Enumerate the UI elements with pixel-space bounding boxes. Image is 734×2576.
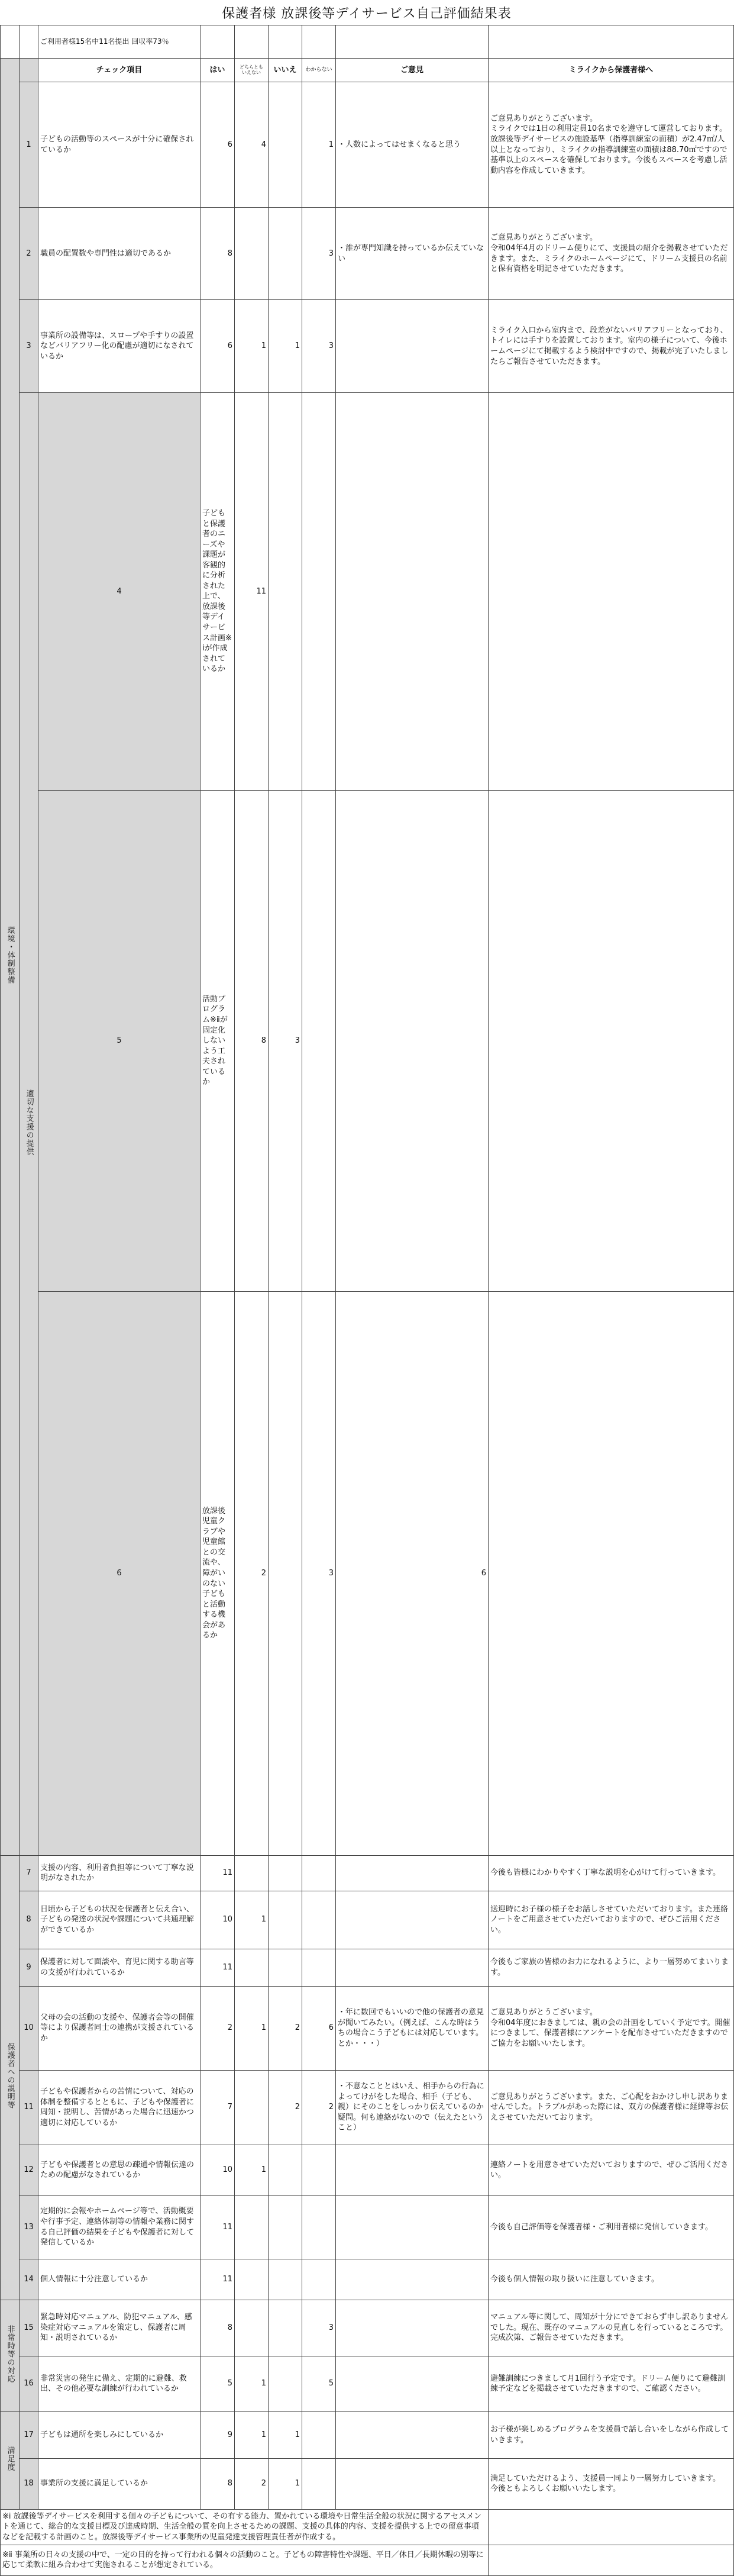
count-no: 1: [269, 300, 302, 393]
header-unknown: わからない: [302, 59, 336, 82]
table-row: [1, 208, 734, 300]
count-unknown: [302, 2259, 336, 2300]
check-item: 事業所の支援に満足しているか: [38, 2458, 201, 2509]
count-unknown: 3: [302, 208, 336, 300]
reply-text: 満足していただけるよう、支援員一同より一層努力していきます。 今後ともよろしくお願いいたします。: [489, 2458, 734, 2509]
count-unknown: [302, 2411, 336, 2458]
category-cell: [1, 1855, 20, 2300]
table-row: [1, 2300, 734, 2356]
reply-text: 連絡ノートを用意させていただいておりますので、ぜひご活用ください。: [489, 2145, 734, 2195]
count-neither: 1: [235, 300, 269, 393]
footnote-text: ※ⅱ 事業所の日々の支援の中で、一定の目的を持って行われる個々の活動のこと。子どもの障害特性や課題、平日／休日／長期休暇の別等に応じて柔軟に組み合わせて実施されることが想定されている。: [1, 2545, 489, 2575]
submission-row: [1, 25, 734, 59]
check-item: 子どもや保護者からの苦情について、対応の体制を整備するとともに、子どもや保護者に周知・説明し、苦情があった場合に迅速かつ適切に対応しているか: [38, 2070, 201, 2145]
reply-text: ご意見ありがとうございます。 令和04年4月のドリーム便りにて、支援員の紹介を掲載させていただきます。また、ミライクのホームページにて、ドリーム支援員の名前と保有資格を明記させていただきます。: [489, 208, 734, 300]
table-row: [1, 393, 734, 791]
count-neither: 1: [235, 2356, 269, 2411]
count-no: 1: [269, 2411, 302, 2458]
count-unknown: 1: [302, 82, 336, 208]
row-number: 1: [20, 82, 38, 208]
count-yes: 2: [201, 1986, 235, 2070]
count-unknown: 5: [302, 2356, 336, 2411]
opinion-text: [336, 2356, 489, 2411]
opinion-text: [489, 393, 734, 791]
count-no: [269, 2145, 302, 2195]
count-no: [269, 2356, 302, 2411]
table-row: [1, 300, 734, 393]
count-neither: [235, 208, 269, 300]
count-no: [269, 2300, 302, 2356]
category-cell: [1, 2300, 20, 2411]
table-row: [1, 2259, 734, 2300]
opinion-text: [336, 1891, 489, 1949]
table-row: [1, 1855, 734, 1891]
count-neither: [235, 2259, 269, 2300]
reply-text: ミライク入口から室内まで、段差がないバリアフリーとなっており、トイレには手すりを設置しております。室内の様子について、今後ホームページにて掲載するよう検討中ですので、掲載が完了いたしましたらご報告させていただきます。: [489, 300, 734, 393]
count-unknown: [336, 790, 489, 1291]
check-item: 子どもは通所を楽しみにしているか: [38, 2411, 201, 2458]
count-neither: [235, 1855, 269, 1891]
check-item: 職員の配置数や専門性は適切であるか: [38, 208, 201, 300]
table-row: [1, 2145, 734, 2195]
reply-text: 避難訓練につきまして月1回行う予定です。ドリーム便りにて避難訓練予定などを掲載させていただきますので、ご確認ください。: [489, 2356, 734, 2411]
table-row: [1, 1891, 734, 1949]
count-yes: 11: [201, 1949, 235, 1986]
count-neither: 1: [235, 1891, 269, 1949]
row-number: 18: [20, 2458, 38, 2509]
count-yes: 9: [201, 2411, 235, 2458]
reply-text: 送迎時にお子様の様子をお話しさせていただいております。また連絡ノートをご用意させていただいておりますので、ぜひご活用ください。: [489, 1891, 734, 1949]
count-neither: [235, 2300, 269, 2356]
table-row: [1, 2356, 734, 2411]
table-row: [1, 2195, 734, 2259]
count-yes: 8: [201, 2458, 235, 2509]
page-title: 保護者様 放課後等デイサービス自己評価結果表: [222, 6, 512, 21]
opinion-text: [489, 790, 734, 1291]
count-no: [269, 1891, 302, 1949]
reply-text: ご意見ありがとうございます。 令和04年度におきましては、親の会の計画をしていく予定です。開催につきまして、保護者様にアンケートを配布させていただきますのでご協力をお願いいたします。: [489, 1986, 734, 2070]
row-number: 10: [20, 1986, 38, 2070]
check-item: 個人情報に十分注意しているか: [38, 2259, 201, 2300]
check-item: 子どもや保護者との意思の疎通や情報伝達のための配慮がなされているか: [38, 2145, 201, 2195]
footnote-row: [1, 2509, 734, 2545]
table-row: [1, 82, 734, 208]
count-no: [302, 393, 336, 791]
opinion-text: ・不意なこととはいえ、相手からの行為によってけがをした場合、相手（子ども、親）にそのことをしっかり伝えているのか疑問。何も連絡がないので（伝えたということ）: [336, 2070, 489, 2145]
count-neither: 3: [269, 790, 302, 1291]
row-number: 16: [20, 2356, 38, 2411]
count-no: 1: [269, 2458, 302, 2509]
table-row: [1, 2070, 734, 2145]
row-number: 17: [20, 2411, 38, 2458]
count-no: 2: [269, 2070, 302, 2145]
count-no: [269, 208, 302, 300]
count-no: [269, 1855, 302, 1891]
table-row: [1, 1292, 734, 1856]
header-no: いいえ: [269, 59, 302, 82]
count-neither: [235, 2070, 269, 2145]
row-number: 12: [20, 2145, 38, 2195]
reply-text: 今後もご家族の皆様のお力になれるように、より一層努めてまいります。: [489, 1949, 734, 1986]
count-unknown: 6: [302, 1986, 336, 2070]
count-yes: 6: [201, 300, 235, 393]
count-yes: 10: [201, 2145, 235, 2195]
count-neither: 1: [235, 1986, 269, 2070]
header-yes: はい: [201, 59, 235, 82]
category-label: 満足度: [5, 2446, 15, 2471]
count-unknown: [336, 393, 489, 791]
submission-note: ご利用者様15名中11名提出 回収率73％: [38, 25, 201, 59]
footnote-text: ※ⅰ 放課後等デイサービスを利用する個々の子どもについて、その有する能力、置かれている環境や日常生活全般の状況に関するアセスメントを通じて、総合的な支援目標及び達成時期、生活全般の質を向上させるための課題、支援の具体的内容、支援を提供する上での留意事項などを記載する計画のこと。放課後等デイサービス事業所の児童発達支援管理責任者が作成する。: [1, 2509, 489, 2545]
category-label: 環境・体制整備: [5, 926, 15, 984]
count-unknown: [302, 1891, 336, 1949]
row-number: 15: [20, 2300, 38, 2356]
opinion-text: [336, 2145, 489, 2195]
category-label: 適切な支援の提供: [24, 1089, 34, 1156]
count-yes: 10: [201, 1891, 235, 1949]
check-item: 活動プログラム※ⅱが固定化しないよう工夫されているか: [201, 790, 235, 1291]
opinion-text: ・人数によってはせまくなると思う: [336, 82, 489, 208]
opinion-text: [336, 2458, 489, 2509]
table-row: [1, 2411, 734, 2458]
count-no: [269, 1949, 302, 1986]
count-yes: 6: [201, 82, 235, 208]
count-yes: 7: [201, 2070, 235, 2145]
count-neither: [235, 1949, 269, 1986]
reply-text: マニュアル等に関して、周知が十分にできておらず申し訳ありませんでした。現在、既存のマニュアルの見直しを行っているところです。完成次第、ご報告させていただきます。: [489, 2300, 734, 2356]
check-item: 子どもの活動等のスペースが十分に確保されているか: [38, 82, 201, 208]
count-yes: 8: [235, 790, 269, 1291]
opinion-text: [336, 2195, 489, 2259]
table-row: [1, 790, 734, 1291]
count-unknown: [302, 2195, 336, 2259]
check-item: 子どもと保護者のニーズや課題が客観的に分析された上で、放課後等デイサービス計画※ⅰが作成されているか: [201, 393, 235, 791]
reply-text: 今後も自己評価等を保護者様・ご利用者様に発信していきます。: [489, 2195, 734, 2259]
count-yes: 2: [235, 1292, 269, 1856]
row-number: 14: [20, 2259, 38, 2300]
table-row: [1, 2458, 734, 2509]
count-no: 2: [269, 1986, 302, 2070]
opinion-text: [336, 1949, 489, 1986]
opinion-text: [336, 1855, 489, 1891]
count-neither: [269, 1292, 302, 1856]
count-neither: 1: [235, 2411, 269, 2458]
check-item: 非常災害の発生に備え、定期的に避難、救出、その他必要な訓練が行われているか: [38, 2356, 201, 2411]
count-yes: 8: [201, 2300, 235, 2356]
count-yes: 11: [201, 2259, 235, 2300]
footnote-row: [1, 2545, 734, 2575]
row-number: 5: [38, 790, 201, 1291]
count-yes: 11: [235, 393, 269, 791]
check-item: 放課後児童クラブや児童館との交流や、障がいのない子どもと活動する機会があるか: [201, 1292, 235, 1856]
count-unknown: 3: [302, 2300, 336, 2356]
row-number: 7: [20, 1855, 38, 1891]
count-unknown: 3: [302, 300, 336, 393]
count-no: [269, 82, 302, 208]
reply-text: ご意見ありがとうございます。また、ご心配をおかけし申し訳ありませんでした。トラブルがあった際には、双方の保護者様に経緯等お伝えさせていただいております。: [489, 2070, 734, 2145]
count-unknown: [302, 1855, 336, 1891]
count-unknown: [302, 1949, 336, 1986]
count-yes: 5: [201, 2356, 235, 2411]
opinion-text: [336, 300, 489, 393]
row-number: 8: [20, 1891, 38, 1949]
count-yes: 11: [201, 2195, 235, 2259]
row-number: 3: [20, 300, 38, 393]
check-item: 定期的に会報やホームページ等で、活動概要や行事予定、連絡体制等の情報や業務に関する自己評価の結果を子どもや保護者に対して発信しているか: [38, 2195, 201, 2259]
reply-text: ご意見ありがとうございます。 ミライクでは1日の利用定員10名までを遵守して運営しております。放課後等デイサービスの施設基準（指導訓練室の面積）が2.47㎡/人以上となっており、ミライクの指導訓練室の面積は88.70㎡ですので基準以上のスペースを確保しております。今後もスペースを考慮し活動内容を作成していきます。: [489, 82, 734, 208]
header-row: [1, 59, 734, 82]
row-number: 6: [38, 1292, 201, 1856]
evaluation-table: [0, 25, 734, 2576]
row-number: 13: [20, 2195, 38, 2259]
header-item: チェック項目: [38, 59, 201, 82]
count-neither: 1: [235, 2145, 269, 2195]
opinion-text: [489, 1292, 734, 1856]
header-reply: ミライクから保護者様へ: [489, 59, 734, 82]
check-item: 緊急時対応マニュアル、防犯マニュアル、感染症対応マニュアルを策定し、保護者に周知・説明されているか: [38, 2300, 201, 2356]
category-cell: [20, 393, 38, 1856]
count-unknown: 2: [302, 2070, 336, 2145]
count-neither: [235, 2195, 269, 2259]
count-yes: 8: [201, 208, 235, 300]
count-neither: [269, 393, 302, 791]
count-no: [269, 2195, 302, 2259]
count-unknown: 6: [336, 1292, 489, 1856]
check-item: 支援の内容、利用者負担等について丁寧な説明がなされたか: [38, 1855, 201, 1891]
row-number: 2: [20, 208, 38, 300]
check-item: 父母の会の活動の支援や、保護者会等の開催等により保護者同士の連携が支援されているか: [38, 1986, 201, 2070]
opinion-text: [336, 2300, 489, 2356]
row-number: 9: [20, 1949, 38, 1986]
check-item: 事業所の設備等は、スロープや手すりの設置などバリアフリー化の配慮が適切になされているか: [38, 300, 201, 393]
opinion-text: ・誰が専門知識を持っているか伝えていない: [336, 208, 489, 300]
count-neither: 2: [235, 2458, 269, 2509]
check-item: 保護者に対して面談や、育児に関する助言等の支援が行われているか: [38, 1949, 201, 1986]
table-row: [1, 1949, 734, 1986]
count-unknown: [302, 2145, 336, 2195]
reply-text: 今後も個人情報の取り扱いに注意していきます。: [489, 2259, 734, 2300]
row-number: 4: [38, 393, 201, 791]
count-no: [302, 790, 336, 1291]
reply-text: 今後も皆様にわかりやすく丁寧な説明を心がけて行っていきます。: [489, 1855, 734, 1891]
header-opinion: ご意見: [336, 59, 489, 82]
count-yes: 11: [201, 1855, 235, 1891]
count-no: [269, 2259, 302, 2300]
category-cell: [1, 2411, 20, 2509]
opinion-text: [336, 2259, 489, 2300]
category-label: 保護者への説明等: [5, 2042, 15, 2109]
check-item: 日頃から子どもの状況を保護者と伝え合い、子どもの発達の状況や課題について共通理解ができているか: [38, 1891, 201, 1949]
reply-text: お子様が楽しめるプログラムを支援員で話し合いをしながら作成していきます。: [489, 2411, 734, 2458]
count-unknown: [302, 2458, 336, 2509]
category-cell: [1, 59, 20, 1856]
count-neither: 4: [235, 82, 269, 208]
opinion-text: [336, 2411, 489, 2458]
opinion-text: ・年に数回でもいいので他の保護者の意見が聞いてみたい。（例えば、こんな時はうちの場合こう子どもには対応しています。とか・・・）: [336, 1986, 489, 2070]
count-no: 3: [302, 1292, 336, 1856]
header-neither: どちらとも いえない: [235, 59, 269, 82]
category-label: 非常時等の対応: [5, 2324, 15, 2383]
table-row: [1, 1986, 734, 2070]
row-number: 11: [20, 2070, 38, 2145]
